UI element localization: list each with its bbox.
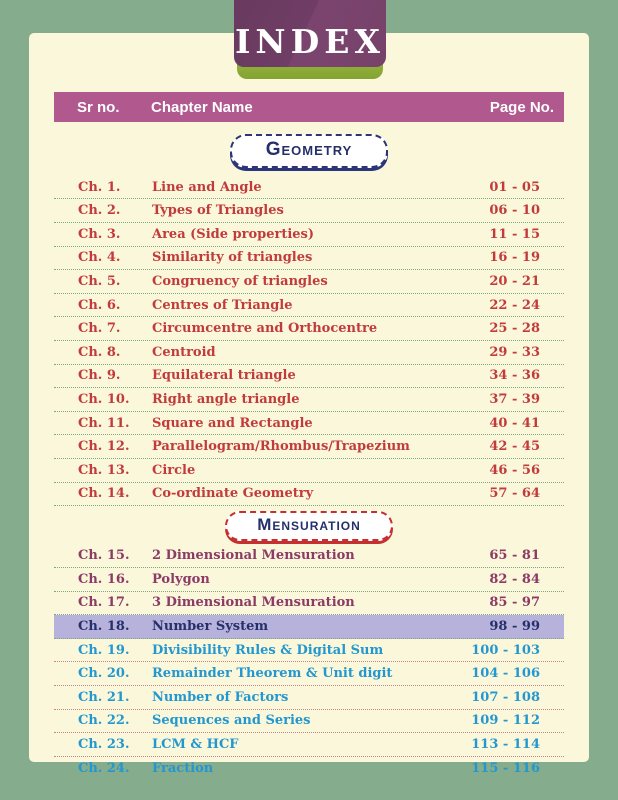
chapter-number: Ch. 15. — [78, 548, 130, 564]
table-row — [54, 686, 564, 710]
table-row — [54, 568, 564, 592]
chapter-name: Divisibility Rules & Digital Sum — [152, 642, 384, 658]
chapter-number: Ch. 10. — [78, 391, 130, 407]
table-row — [54, 592, 564, 616]
chapter-name: Congruency of triangles — [152, 273, 328, 289]
chapter-number: Ch. 17. — [78, 595, 130, 611]
section-heading-label: Mensuration — [225, 511, 393, 540]
chapter-name: 2 Dimensional Mensuration — [152, 548, 355, 564]
chapter-number: Ch. 21. — [78, 689, 130, 705]
table-row — [54, 459, 564, 483]
chapter-number: Ch. 22. — [78, 713, 130, 729]
chapter-number: Ch. 3. — [78, 226, 121, 242]
chapter-pages: 16 - 19 — [489, 250, 540, 266]
chapter-pages: 34 - 36 — [489, 368, 540, 384]
table-row — [54, 365, 564, 389]
chapter-name: Centroid — [152, 344, 216, 360]
table-row — [54, 294, 564, 318]
chapter-name: Area (Side properties) — [152, 226, 315, 242]
header-chapter-name: Chapter Name — [151, 98, 253, 116]
table-row — [54, 247, 564, 271]
chapter-number: Ch. 16. — [78, 571, 130, 587]
chapter-name: Polygon — [152, 571, 210, 587]
chapter-number: Ch. 5. — [78, 273, 121, 289]
table-row — [54, 223, 564, 247]
chapter-name: Parallelogram/Rhombus/Trapezium — [152, 439, 410, 455]
chapter-name: Sequences and Series — [152, 713, 311, 729]
chapter-number: Ch. 2. — [78, 203, 121, 219]
chapter-pages: 115 - 116 — [471, 760, 540, 776]
chapter-pages: 100 - 103 — [471, 642, 540, 658]
table-row — [54, 412, 564, 436]
table-row — [54, 615, 564, 639]
index-ribbon-front — [234, 0, 386, 67]
table-row — [54, 545, 564, 569]
chapter-number: Ch. 14. — [78, 486, 130, 502]
table-row — [54, 733, 564, 757]
table-header-bar — [54, 92, 564, 122]
chapter-pages: 37 - 39 — [489, 391, 540, 407]
table-row — [54, 388, 564, 412]
chapter-name: Equilateral triangle — [152, 368, 296, 384]
chapter-name: Number System — [152, 619, 269, 635]
table-row — [54, 710, 564, 734]
chapter-pages: 107 - 108 — [471, 689, 540, 705]
chapter-name: Square and Rectangle — [152, 415, 313, 431]
chapter-name: Similarity of triangles — [152, 250, 313, 266]
chapter-pages: 25 - 28 — [489, 321, 540, 337]
chapter-name: Co-ordinate Geometry — [152, 486, 314, 502]
chapter-pages: 20 - 21 — [489, 273, 540, 289]
section-rows — [54, 176, 564, 506]
table-row — [54, 639, 564, 663]
chapter-pages: 40 - 41 — [489, 415, 540, 431]
table-row — [54, 341, 564, 365]
chapter-name: Line and Angle — [152, 179, 262, 195]
chapter-number: Ch. 4. — [78, 250, 121, 266]
chapter-pages: 82 - 84 — [489, 571, 540, 587]
chapter-pages: 104 - 106 — [471, 666, 540, 682]
chapter-number: Ch. 11. — [78, 415, 130, 431]
section-heading — [29, 134, 589, 168]
table-row — [54, 199, 564, 223]
chapter-name: Fraction — [152, 760, 214, 776]
chapter-number: Ch. 20. — [78, 666, 130, 682]
chapter-pages: 29 - 33 — [489, 344, 540, 360]
chapter-number: Ch. 19. — [78, 642, 130, 658]
chapter-list — [29, 134, 589, 779]
section-rows — [54, 545, 564, 780]
chapter-pages: 57 - 64 — [489, 486, 540, 502]
table-row — [54, 176, 564, 200]
chapter-pages: 42 - 45 — [489, 439, 540, 455]
header-page-no: Page No. — [489, 98, 554, 116]
chapter-pages: 85 - 97 — [489, 595, 540, 611]
chapter-name: Centres of Triangle — [152, 297, 293, 313]
chapter-number: Ch. 13. — [78, 462, 130, 478]
chapter-name: Right angle triangle — [152, 391, 300, 407]
section-heading-label: Geometry — [230, 134, 389, 168]
table-row — [54, 270, 564, 294]
chapter-pages: 98 - 99 — [489, 619, 540, 635]
chapter-number: Ch. 7. — [78, 321, 121, 337]
chapter-name: Number of Factors — [152, 689, 289, 705]
chapter-name: Types of Triangles — [152, 203, 284, 219]
content-panel — [29, 33, 589, 776]
chapter-number: Ch. 1. — [78, 179, 121, 195]
index-ribbon — [234, 0, 386, 79]
chapter-pages: 46 - 56 — [489, 462, 540, 478]
table-row — [54, 662, 564, 686]
chapter-name: Circumcentre and Orthocentre — [152, 321, 378, 337]
chapter-number: Ch. 24. — [78, 760, 130, 776]
page-title: INDEX — [235, 22, 385, 61]
chapter-number: Ch. 18. — [78, 619, 130, 635]
chapter-pages: 06 - 10 — [489, 203, 540, 219]
table-row — [54, 317, 564, 341]
chapter-name: Remainder Theorem & Unit digit — [152, 666, 393, 682]
table-row — [54, 435, 564, 459]
chapter-pages: 01 - 05 — [489, 179, 540, 195]
chapter-number: Ch. 9. — [78, 368, 121, 384]
chapter-name: LCM & HCF — [152, 737, 239, 753]
chapter-number: Ch. 8. — [78, 344, 121, 360]
chapter-pages: 65 - 81 — [489, 548, 540, 564]
chapter-number: Ch. 12. — [78, 439, 130, 455]
chapter-pages: 22 - 24 — [489, 297, 540, 313]
chapter-pages: 109 - 112 — [471, 713, 540, 729]
header-sr-no: Sr no. — [77, 98, 120, 116]
chapter-pages: 11 - 15 — [489, 226, 540, 242]
chapter-number: Ch. 6. — [78, 297, 121, 313]
section-heading — [29, 511, 589, 540]
chapter-name: 3 Dimensional Mensuration — [152, 595, 355, 611]
table-row — [54, 757, 564, 780]
chapter-number: Ch. 23. — [78, 737, 130, 753]
chapter-pages: 113 - 114 — [471, 737, 540, 753]
table-row — [54, 483, 564, 507]
chapter-name: Circle — [152, 462, 196, 478]
